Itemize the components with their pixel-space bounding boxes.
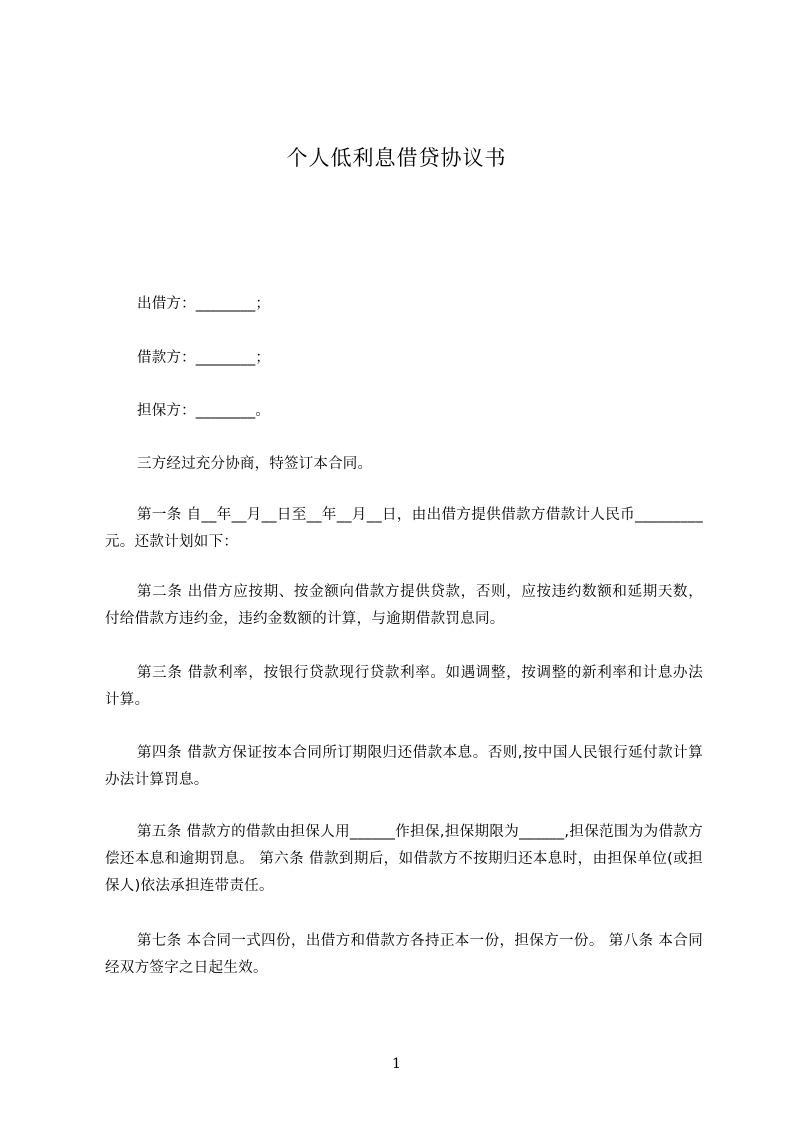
article-1 xyxy=(105,502,703,556)
article-2 xyxy=(105,579,703,633)
page-number: 1 xyxy=(392,1056,401,1072)
article-3-text: 第三条 借款利率，按银行贷款现行贷款利率。如遇调整，按调整的新利率和计息办法计算。 xyxy=(105,665,703,708)
lender-line: 出借方：________； xyxy=(137,296,271,312)
article-7-8 xyxy=(105,928,703,982)
guarantor-line: 担保方：________。 xyxy=(137,403,271,419)
article-3 xyxy=(105,660,703,714)
article-4 xyxy=(105,740,703,794)
article-4-text: 第四条 借款方保证按本合同所订期限归还借款本息。否则,按中国人民银行延付款计算办法计算罚息。 xyxy=(105,745,703,788)
article-5-6 xyxy=(105,819,703,900)
intro-line: 三方经过充分协商，特签订本合同。 xyxy=(137,456,373,472)
article-7-8-text: 第七条 本合同一式四份，出借方和借款方各持正本一份，担保方一份。 第八条 本合同经双方签字之日起生效。 xyxy=(105,933,703,976)
document-title: 个人低利息借贷协议书 xyxy=(286,146,507,170)
article-2-text: 第二条 出借方应按期、按金额向借款方提供贷款，否则，应按违约数额和延期天数，付给借款方违约金，违约金数额的计算，与逾期借款罚息同。 xyxy=(105,584,703,627)
article-1-text: 第一条 自__年__月__日至__年__月__日，由出借方提供借款方借款计人民币_________元。还款计划如下： xyxy=(105,507,703,550)
borrower-line: 借款方：________； xyxy=(137,350,271,366)
article-5-6-text: 第五条 借款方的借款由担保人用______作担保,担保期限为______,担保范围为为借款方偿还本息和逾期罚息。 第六条 借款到期后，如借款方不按期归还本息时，由担保单位(或担保人)依法承担连带责任。 xyxy=(105,824,703,894)
